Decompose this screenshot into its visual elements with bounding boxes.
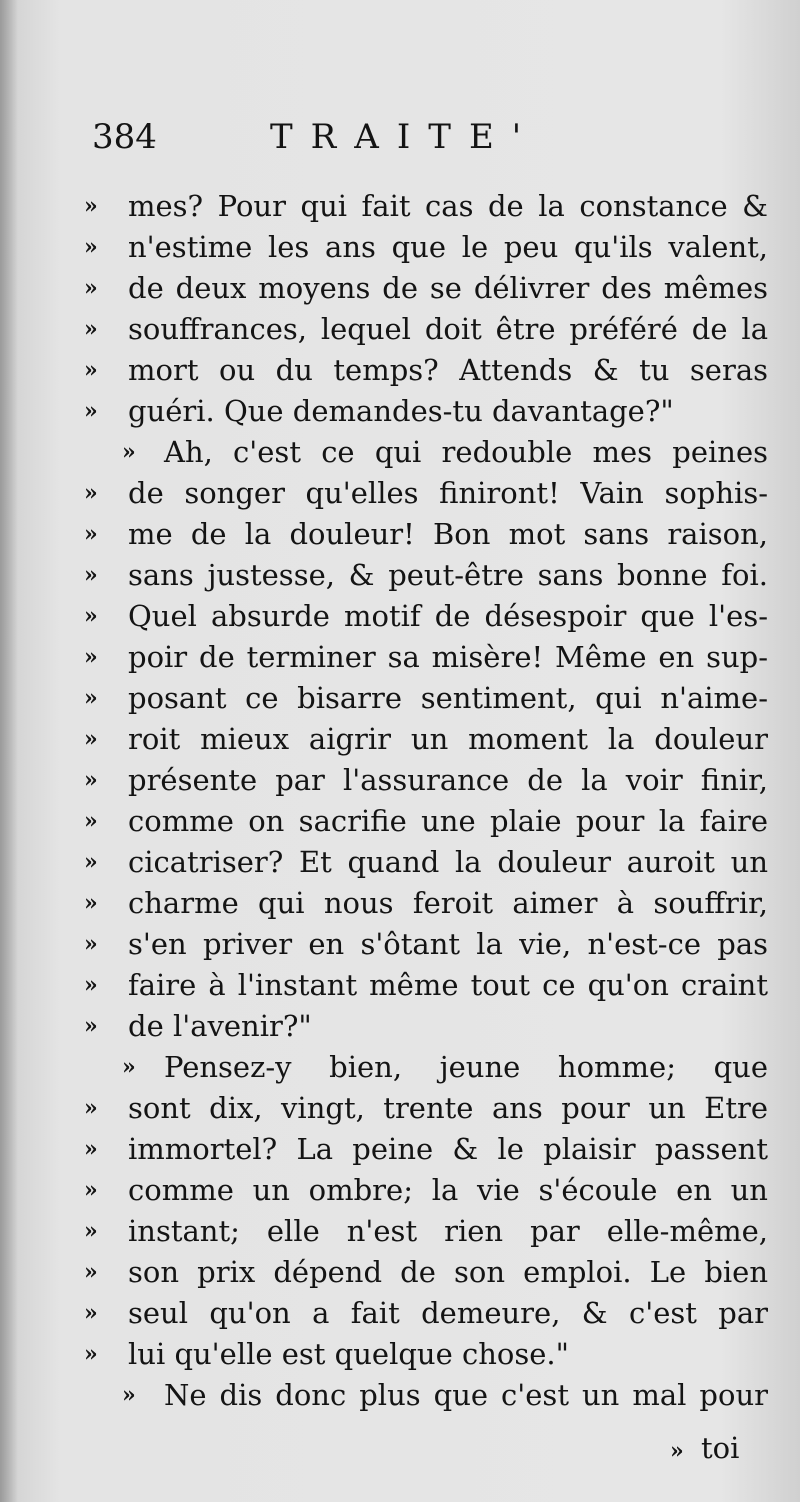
text-line bbox=[84, 1170, 774, 1211]
quote-mark: » bbox=[84, 193, 98, 219]
quote-mark: » bbox=[84, 849, 98, 875]
text-line bbox=[84, 1129, 774, 1170]
catchword bbox=[670, 1428, 739, 1472]
quote-mark: » bbox=[670, 1438, 684, 1464]
quote-mark: » bbox=[84, 1136, 98, 1162]
text-line bbox=[84, 186, 774, 227]
text-line bbox=[84, 1293, 774, 1334]
quote-mark: » bbox=[84, 931, 98, 957]
quote-mark: » bbox=[84, 1218, 98, 1244]
quote-mark: » bbox=[122, 439, 136, 465]
line-text: guéri. Que demandes-tu davantage?" bbox=[128, 394, 674, 428]
line-text: Ah, c'est ce qui redouble mes peines bbox=[164, 435, 768, 469]
quote-mark: » bbox=[84, 808, 98, 834]
quote-mark: » bbox=[84, 644, 98, 670]
quote-mark: » bbox=[84, 316, 98, 342]
text-line bbox=[84, 1088, 774, 1129]
quote-mark: » bbox=[84, 972, 98, 998]
quote-mark: » bbox=[122, 1382, 136, 1408]
line-text: de l'avenir?" bbox=[128, 1009, 312, 1043]
line-text: poir de terminer sa misère! Même en sup- bbox=[128, 640, 768, 674]
quote-mark: » bbox=[84, 1300, 98, 1326]
text-line bbox=[84, 555, 774, 596]
quote-mark: » bbox=[84, 1341, 98, 1367]
text-line bbox=[84, 309, 774, 350]
line-text: s'en priver en s'ôtant la vie, n'est-ce pas bbox=[128, 927, 768, 961]
quote-mark: » bbox=[84, 562, 98, 588]
text-line bbox=[84, 227, 774, 268]
text-line bbox=[84, 719, 774, 760]
quote-mark: » bbox=[84, 275, 98, 301]
line-text: présente par l'assurance de la voir finir, bbox=[128, 763, 768, 797]
line-text: mort ou du temps? Attends & tu seras bbox=[128, 353, 768, 387]
line-text: posant ce bisarre sentiment, qui n'aime- bbox=[128, 681, 768, 715]
text-line bbox=[84, 350, 774, 391]
page-number: 384 bbox=[92, 117, 157, 157]
line-text: comme on sacrifie une plaie pour la faire bbox=[128, 804, 768, 838]
line-text: immortel? La peine & le plaisir passent bbox=[128, 1132, 768, 1166]
line-text: sans justesse, & peut-être sans bonne foi. bbox=[128, 558, 768, 592]
catchword-text: toi bbox=[700, 1431, 740, 1465]
text-line bbox=[84, 965, 774, 1006]
text-line bbox=[84, 924, 774, 965]
line-text: mes? Pour qui fait cas de la constance & bbox=[128, 189, 768, 223]
text-line bbox=[84, 1211, 774, 1252]
quote-mark: » bbox=[84, 234, 98, 260]
quote-mark: » bbox=[122, 1054, 136, 1080]
text-line bbox=[84, 514, 774, 555]
text-line bbox=[84, 1334, 774, 1375]
text-line bbox=[84, 1375, 774, 1416]
text-line bbox=[84, 1252, 774, 1293]
quote-mark: » bbox=[84, 685, 98, 711]
line-text: comme un ombre; la vie s'écoule en un bbox=[128, 1173, 768, 1207]
line-text: Quel absurde motif de désespoir que l'es- bbox=[128, 599, 768, 633]
line-text: me de la douleur! Bon mot sans raison, bbox=[128, 517, 768, 551]
text-line bbox=[84, 678, 774, 719]
quote-mark: » bbox=[84, 767, 98, 793]
text-line bbox=[84, 1006, 774, 1047]
line-text: faire à l'instant même tout ce qu'on craint bbox=[128, 968, 768, 1002]
line-text: seul qu'on a fait demeure, & c'est par bbox=[128, 1296, 768, 1330]
line-text: instant; elle n'est rien par elle-même, bbox=[128, 1214, 768, 1248]
line-text: souffrances, lequel doit être préféré de la bbox=[128, 312, 768, 346]
quote-mark: » bbox=[84, 1259, 98, 1285]
quote-mark: » bbox=[84, 726, 98, 752]
text-line bbox=[84, 637, 774, 678]
line-text: lui qu'elle est quelque chose." bbox=[128, 1337, 569, 1371]
quote-mark: » bbox=[84, 603, 98, 629]
text-line bbox=[84, 760, 774, 801]
quote-mark: » bbox=[84, 1095, 98, 1121]
quote-mark: » bbox=[84, 398, 98, 424]
quote-mark: » bbox=[84, 521, 98, 547]
line-text: Pensez-y bien, jeune homme; que bbox=[164, 1050, 768, 1084]
line-text: n'estime les ans que le peu qu'ils valent, bbox=[128, 230, 768, 264]
quote-mark: » bbox=[84, 480, 98, 506]
text-line bbox=[84, 1047, 774, 1088]
line-text: Ne dis donc plus que c'est un mal pour bbox=[164, 1378, 768, 1412]
page-edge-shadow bbox=[0, 0, 18, 1502]
text-line bbox=[84, 883, 774, 924]
line-text: cicatriser? Et quand la douleur auroit un bbox=[128, 845, 768, 879]
quote-mark: » bbox=[84, 890, 98, 916]
line-text: charme qui nous feroit aimer à souffrir, bbox=[128, 886, 768, 920]
quote-mark: » bbox=[84, 1013, 98, 1039]
line-text: sont dix, vingt, trente ans pour un Etre bbox=[128, 1091, 768, 1125]
body-text bbox=[84, 186, 774, 1416]
line-text: son prix dépend de son emploi. Le bien bbox=[128, 1255, 768, 1289]
text-line bbox=[84, 268, 774, 309]
line-text: de deux moyens de se délivrer des mêmes bbox=[128, 271, 768, 305]
line-text: roit mieux aigrir un moment la douleur bbox=[128, 722, 768, 756]
line-text: de songer qu'elles finiront! Vain sophis- bbox=[128, 476, 768, 510]
page-header bbox=[92, 112, 772, 162]
running-title: TRAITE' bbox=[270, 117, 540, 157]
text-line bbox=[84, 842, 774, 883]
quote-mark: » bbox=[84, 357, 98, 383]
text-line bbox=[84, 473, 774, 514]
text-line bbox=[84, 801, 774, 842]
text-line bbox=[84, 432, 774, 473]
text-line bbox=[84, 596, 774, 637]
quote-mark: » bbox=[84, 1177, 98, 1203]
text-line bbox=[84, 391, 774, 432]
